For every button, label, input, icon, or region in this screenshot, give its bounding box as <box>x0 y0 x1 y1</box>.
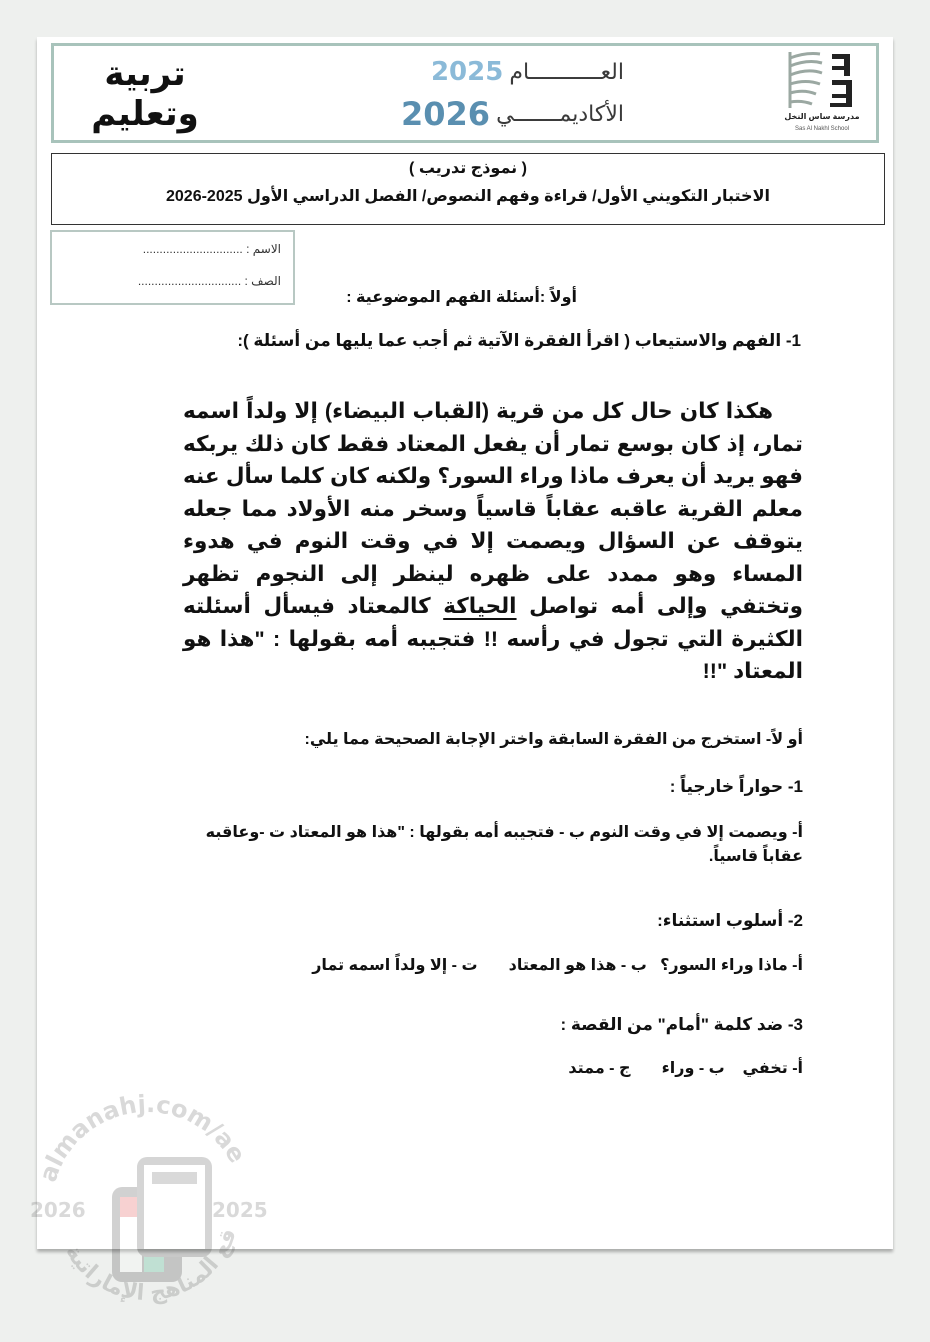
school-name-caption: Sas Al Nakhl School <box>794 126 850 132</box>
question-intro: 1- الفهم والاستيعاب ( اقرأ الفقرة الآتية ثم أجب عما يليها من أسئلة ): <box>237 331 801 350</box>
question-3-options[interactable]: أ- تخفي ب - وراء ج - ممتد <box>568 1060 803 1077</box>
exam-title-box <box>51 153 885 225</box>
academic-year-badge <box>384 52 624 138</box>
exam-title: الاختبار التكويني الأول/ قراءة وفهم النصوص/ الفصل الدراسي الأول 2025-2026 <box>166 188 770 205</box>
question-2-title: 2- أسلوب استثناء: <box>657 911 803 930</box>
student-name-field[interactable]: الاسم : .............................. <box>142 242 281 256</box>
student-class-field[interactable]: الصف : ............................... <box>137 274 281 288</box>
question-1-options[interactable]: أ- ويصمت إلا في وقت النوم ب - فتجيبه أمه بقولها : "هذا هو المعتاد ت -وعاقبه عقاباً قاسياً. <box>205 824 803 865</box>
school-logo-text: مدرسة ساس النخل <box>784 112 860 121</box>
ministry-logo-line2: وتعليم <box>91 94 199 134</box>
question-2-options[interactable]: أ- ماذا وراء السور؟ ب - هذا هو المعتاد ت - إلا ولداً اسمه تمار <box>312 957 803 974</box>
palm-leaf-icon <box>782 50 862 110</box>
reading-passage <box>183 395 803 688</box>
watermark-arabic: قع المناهج الإماراتية <box>60 1225 242 1307</box>
question-3-title: 3- ضد كلمة "أمام" من القصة : <box>560 1015 803 1034</box>
academic-year-word2: الأكاديمـــــــي <box>496 101 624 127</box>
academic-year-row-top <box>384 52 624 92</box>
passage-text-2: كالمعتاد فيسأل أسئلته الكثيرة التي تجول في رأسه !! فتجيبه أمه بقولها : "هذا هو المعتاد "!! <box>183 594 803 683</box>
watermark-site: almanahj.com/ae <box>33 1089 252 1186</box>
tablet-icon <box>112 1157 212 1282</box>
academic-year-row-bottom <box>384 94 624 134</box>
student-info-box <box>50 230 295 305</box>
watermark-year-right: 2025 <box>212 1198 268 1222</box>
watermark-seal <box>12 1077 282 1337</box>
passage-underlined-word: الحياكة <box>443 594 517 618</box>
year-bottom: 2026 <box>401 95 491 133</box>
ministry-logo-line1: تربية <box>104 54 186 94</box>
svg-text:almanahj.com/ae <box>34 1090 251 1185</box>
svg-text:موقع المناهج الإماراتية <box>12 1077 242 1306</box>
academic-year-word1: العـــــــــــام <box>509 59 624 85</box>
passage-text-1: هكذا كان حال كل من قرية (القباب البيضاء) إلا ولداً اسمه تمار، إذ كان بوسع تمار أن يفعل المعتاد فقط كان ذلك يربكه فهو يريد أن يعرف ماذا وراء السور؟ ولكنه كان كلما سأل عنه معلم القرية عاقبه عقاباً قاسياً وسخر منه الأولاد مما جعله يتوقف عن السؤال ويصمت إلا في وقت النوم في هدوء المساء وهو ممدد على ظهره لينظر إلى النجوم تظهر وتختفي وإلى أمه تواصل <box>183 399 804 618</box>
year-top: 2025 <box>430 57 504 87</box>
ministry-logo <box>80 54 210 134</box>
questions-heading: أو لاً- استخرج من الفقرة السابقة واختر الإجابة الصحيحة مما يلي: <box>304 731 803 748</box>
question-1-title: 1- حواراً خارجياً : <box>669 777 803 796</box>
exam-subtitle: ( نموذج تدريب ) <box>409 160 527 177</box>
exam-page <box>30 37 893 1307</box>
section-heading: أولاً :أسئلة الفهم الموضوعية : <box>346 289 577 306</box>
school-logo <box>782 50 862 138</box>
header-banner <box>51 43 879 143</box>
watermark-graphic <box>12 1077 282 1337</box>
watermark-year-left: 2026 <box>30 1198 86 1222</box>
